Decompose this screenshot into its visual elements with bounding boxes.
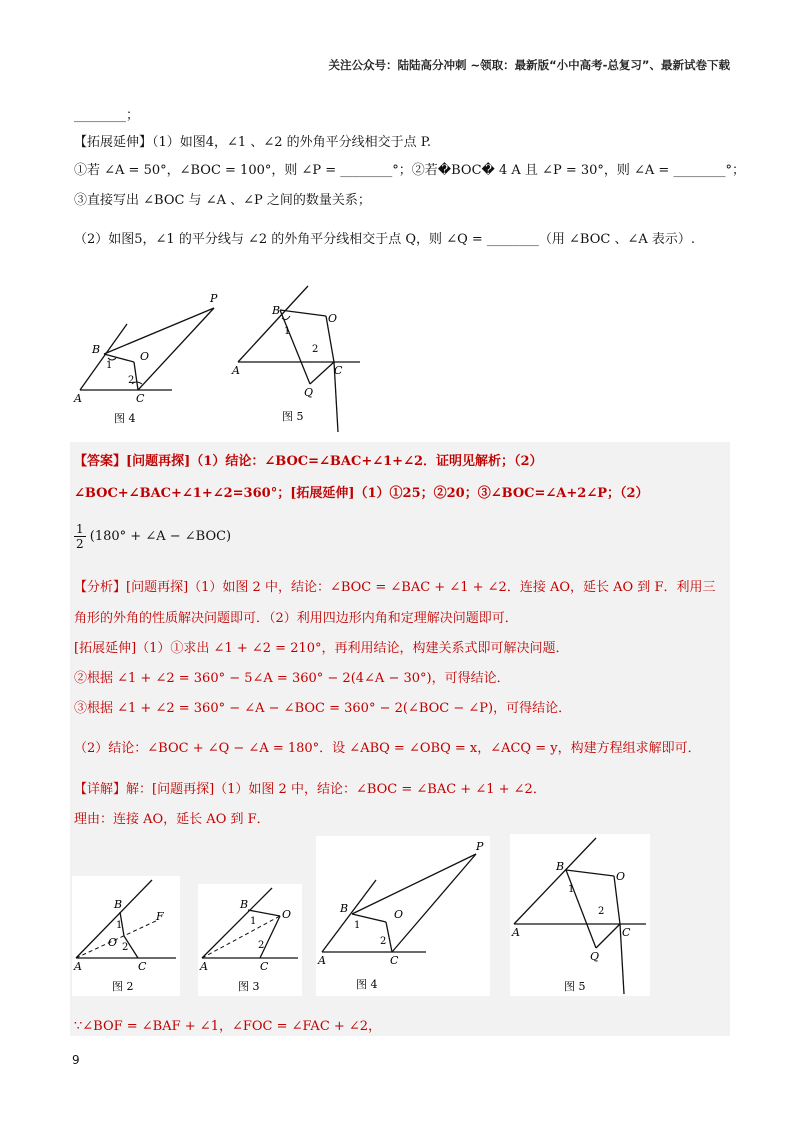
label-1: 1 (116, 920, 123, 931)
label-2: 2 (128, 375, 135, 386)
label-A: A (318, 954, 326, 967)
fig5-caption: 图 5 (564, 980, 586, 993)
detail-last-line: ∵∠BOF = ∠BAF + ∠1，∠FOC = ∠FAC + ∠2， (74, 1019, 382, 1034)
figure-2 (72, 876, 180, 996)
page-header: 关注公众号：陆陆高分冲刺 ~领取：最新版“小中高考-总复习”、最新试卷下载 (328, 58, 730, 72)
label-A: A (74, 392, 82, 405)
label-1: 1 (106, 360, 113, 371)
label-A: A (512, 926, 520, 939)
label-1: 1 (250, 916, 257, 927)
label-C: C (334, 364, 343, 377)
extension-part3: ③直接写出 ∠BOC 与 ∠A 、∠P 之间的数量关系； (74, 193, 371, 208)
label-P: P (476, 840, 484, 853)
label-A: A (200, 960, 208, 973)
answer-line-2: ∠BOC+∠BAC+∠1+∠2=360°；[拓展延伸]（1）①25；②20；③∠BOC=∠A+2∠P；（2） (74, 486, 649, 501)
fig3-caption: 图 3 (238, 980, 260, 993)
label-2: 2 (380, 936, 387, 947)
extension-part2: （2）如图5，∠1 的平分线与 ∠2 的外角平分线相交于点 Q，则 ∠Q = ________（用 ∠BOC 、∠A 表示）. (74, 232, 695, 247)
label-Q: Q (304, 386, 314, 399)
fig4-caption: 图 4 (114, 412, 136, 425)
label-O: O (282, 908, 292, 921)
label-2: 2 (312, 344, 319, 355)
label-1: 1 (354, 920, 361, 931)
label-C: C (136, 392, 145, 405)
extension-part1: ①若 ∠A = 50°，∠BOC = 100°，则 ∠P = ________°；②若�BOC� 4 A 且 ∠P = 30°，则 ∠A = ________°； (74, 163, 745, 178)
label-2: 2 (598, 906, 605, 917)
label-C: C (138, 960, 147, 973)
figure-4-bottom (316, 836, 490, 996)
label-B: B (556, 860, 565, 873)
answer-line-3 (74, 522, 231, 551)
label-O: O (394, 908, 404, 921)
label-B: B (92, 343, 101, 356)
label-2: 2 (258, 940, 265, 951)
label-C: C (622, 926, 631, 939)
analysis-line-6: （2）结论：∠BOC + ∠Q − ∠A = 180°．设 ∠ABQ = ∠OBQ = x，∠ACQ = y，构建方程组求解即可． (74, 741, 701, 756)
analysis-line-5: ③根据 ∠1 + ∠2 = 360° − ∠A − ∠BOC = 360° − 2(∠BOC − ∠P)，可得结论． (74, 701, 572, 716)
label-O: O (616, 870, 626, 883)
label-Q: Q (590, 950, 600, 963)
analysis-line-2: 角形的外角的性质解决问题即可．（2）利用四边形内角和定理解决问题即可． (74, 611, 518, 626)
label-A: A (74, 960, 82, 973)
label-1: 1 (568, 884, 575, 895)
figure-3 (198, 884, 302, 996)
analysis-line-1: 【分析】[问题再探]（1）如图 2 中，结论：∠BOC = ∠BAC + ∠1 + ∠2．连接 AO，延长 AO 到 F．利用三 (74, 580, 716, 595)
fig2-caption: 图 2 (112, 980, 134, 993)
analysis-line-3: [拓展延伸]（1）①求出 ∠1 + ∠2 = 210°，再利用结论，构建关系式即可解决问题． (74, 641, 569, 656)
label-B: B (340, 902, 349, 915)
detail-line-1: 【详解】解：[问题再探]（1）如图 2 中，结论：∠BOC = ∠BAC + ∠1 + ∠2． (74, 782, 546, 797)
label-2: 2 (122, 942, 129, 953)
label-O: O (328, 312, 338, 325)
fig5-caption: 图 5 (282, 410, 304, 423)
label-O: O (108, 936, 118, 949)
label-1: 1 (284, 326, 291, 337)
page-number: 9 (72, 1053, 80, 1067)
label-O: O (140, 350, 150, 363)
figure-4-top (72, 288, 232, 432)
figure-5-bottom (510, 834, 650, 996)
label-F: F (156, 910, 164, 923)
label-B: B (240, 898, 249, 911)
label-A: A (232, 364, 240, 377)
fig4-caption: 图 4 (356, 978, 378, 991)
label-B: B (114, 898, 123, 911)
fraction-half: $\frac{1}{2}$ (76, 522, 84, 551)
detail-line-2: 理由：连接 AO，延长 AO 到 F． (74, 812, 270, 827)
label-C: C (260, 960, 269, 973)
answer-expression: (180° + ∠A − ∠BOC) (89, 529, 232, 544)
extension-title: 【拓展延伸】（1）如图4，∠1 、∠2 的外角平分线相交于点 P. (74, 135, 432, 150)
label-B: B (272, 304, 281, 317)
analysis-line-4: ②根据 ∠1 + ∠2 = 360° − 5∠A = 360° − 2(4∠A − 30°)，可得结论． (74, 671, 510, 686)
answer-blank: ________； (74, 108, 140, 123)
answer-line-1: 【答案】[问题再探]（1）结论：∠BOC=∠BAC+∠1+∠2．证明见解析；（2） (74, 454, 543, 469)
label-C: C (390, 954, 399, 967)
label-P: P (210, 292, 218, 305)
figure-5-top (230, 282, 370, 436)
